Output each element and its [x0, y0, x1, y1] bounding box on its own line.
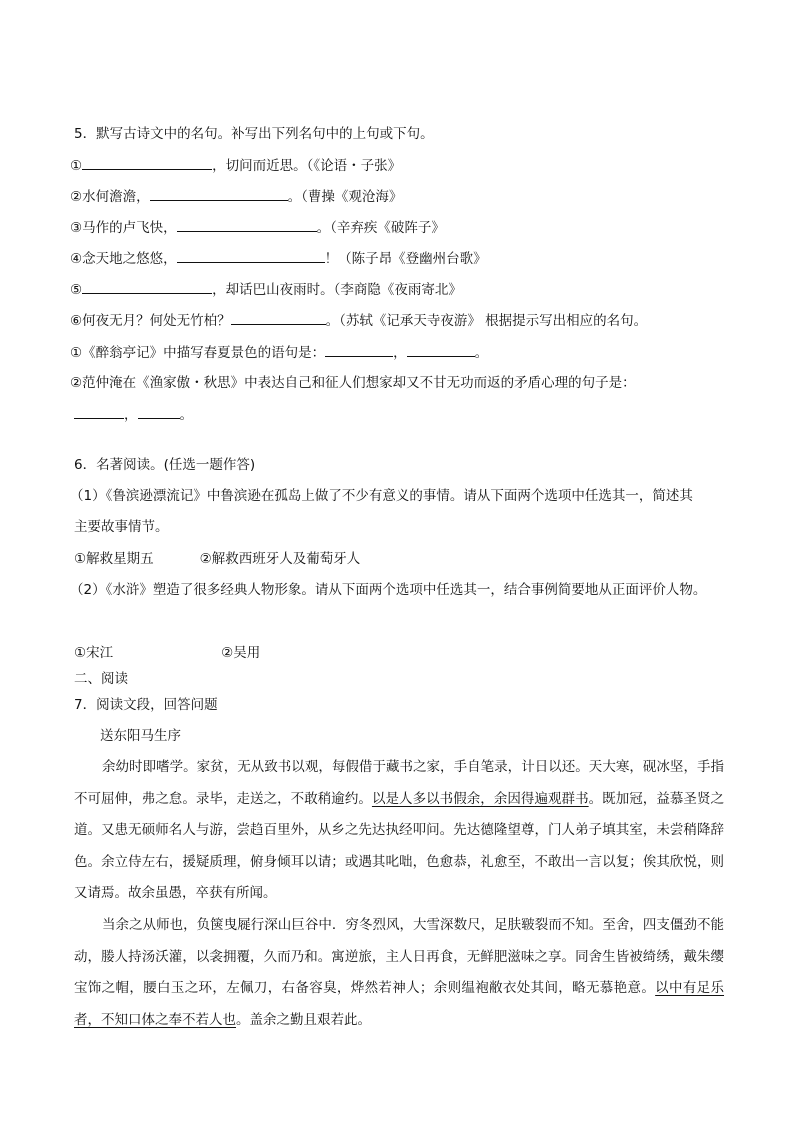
q5-sub-1-end: 。	[474, 345, 489, 361]
q5-item-4	[70, 248, 487, 269]
answer-blank[interactable]	[138, 404, 180, 419]
q5-sub-1-text: ①《醉翁亭记》中描写春夏景色的语句是：	[70, 345, 326, 361]
q5-item-2-num: ②	[70, 189, 83, 205]
q6-p2-option-a: ①宋江	[74, 645, 114, 661]
q5-item-6-after: 。（苏轼《记承天寺夜游》 根据提示写出相应的名句。	[325, 313, 648, 329]
answer-blank[interactable]	[82, 155, 212, 170]
q5-item-3-num: ③	[70, 220, 83, 236]
q5-item-3	[70, 217, 445, 238]
q5-item-2-after: 。（曹操《观沧海》	[287, 189, 403, 205]
q5-item-1-after: ，切问而近思。（《论语・子张》	[212, 158, 402, 174]
passage-p1-text-a: 余幼时即嗜学。家贫，无从致书以观，每假借于藏书之家，手自笔录，计日以还。天大寒，砚冰坚，手指不可屈伸，弗之怠。录毕，走送之，不敢稍逾约。	[74, 759, 724, 807]
passage-p1-text-b: 。既加冠，益慕圣贤之道。又患无硕师名人与游，尝趋百里外，从乡之先达执经叩问。先达德隆望尊，门人弟子填其室，未尝稍降辞色。余立侍左右，援疑质理，俯身倾耳以请；或遇其叱咄，色愈恭，礼愈至，不敢出一言以复；俟其欣悦，则又请焉。故余虽愚，卒获有所闻。	[74, 790, 725, 901]
passage-p2-underlined: 以中有足乐者，不知口体之奉不若人也	[74, 980, 725, 1028]
passage-paragraph-2	[74, 910, 724, 1036]
passage-p2-text-a: 当余之从师也，负箧曳屣行深山巨谷中．穷冬烈风，大雪深数尺，足肤皲裂而不知。至舍，四支僵劲不能动，媵人持汤沃灌，以衾拥覆，久而乃和。寓逆旅，主人日再食，无鲜肥滋味之享。同舍生皆被绮绣，戴朱缨宝饰之帽，腰白玉之环，左佩刀，右备容臭，烨然若神人；余则缊袍敝衣处其间，略无慕艳意。	[74, 917, 724, 996]
passage-paragraph-1	[74, 752, 724, 910]
q5-sub-1	[70, 342, 488, 363]
q5-item-4-before: 念天地之悠悠，	[82, 251, 177, 267]
answer-blank[interactable]	[177, 248, 325, 263]
q5-item-5-after: ，却话巴山夜雨时。（李商隐《夜雨寄北》	[212, 282, 462, 298]
q5-item-6	[70, 310, 647, 331]
q6-p1-options	[74, 549, 360, 569]
q5-item-6-num: ⑥	[70, 313, 83, 329]
q5-item-3-after: 。（辛弃疾《破阵子》	[316, 220, 445, 236]
q5-item-5	[70, 279, 462, 300]
answer-blank[interactable]	[82, 279, 212, 294]
q5-item-1-num: ①	[70, 158, 83, 174]
answer-blank[interactable]	[407, 342, 475, 357]
passage-p1-underlined: 以是人多以书假余，余因得遍观群书	[371, 790, 589, 807]
q5-item-5-num: ⑤	[70, 282, 83, 298]
passage-p2-text-b: 。盖余之勤且艰若此。	[236, 1011, 371, 1028]
q6-p1-line1: （1）《鲁滨逊漂流记》中鲁滨逊在孤岛上做了不少有意义的事情。请从下面两个选项中任选其一，简述其	[70, 488, 693, 504]
q5-item-3-before: 马作的卢飞快，	[82, 220, 177, 236]
q5-sub-2-end: 。	[179, 407, 193, 423]
q5-item-2	[70, 186, 402, 207]
q6-p1-option-b: ②解救西班牙人及葡萄牙人	[199, 551, 361, 567]
q5-item-6-before: 何夜无月？何处无竹柏？	[82, 313, 231, 329]
q5-sub-2-text: ②范仲淹在《渔家傲・秋思》中表达自己和征人们想家却又不甘无功而返的矛盾心理的句子是：	[70, 375, 636, 391]
q5-item-4-after: ！（陈子昂《登幽州台歌》	[324, 251, 487, 267]
answer-blank[interactable]	[231, 310, 326, 325]
q5-item-4-num: ④	[70, 251, 83, 267]
q6-title: 6．名著阅读。(任选一题作答)	[74, 457, 256, 473]
q7-title: 7．阅读文段，回答问题	[74, 697, 218, 713]
q5-sub-1-sep: ，	[393, 345, 407, 361]
q6-p2-option-b: ②吴用	[221, 645, 261, 661]
section-title-reading: 二、阅读	[74, 671, 128, 687]
q6-p1-line2: 主要故事情节。	[74, 519, 169, 535]
q5-title: 5．默写古诗文中的名句。补写出下列名句中的上句或下句。	[74, 126, 434, 142]
q5-item-1	[70, 155, 401, 176]
answer-blank[interactable]	[177, 217, 317, 232]
answer-blank[interactable]	[325, 342, 393, 357]
q5-sub-2-sep: ，	[124, 407, 138, 423]
passage-title: 送东阳马生序	[100, 728, 181, 744]
q6-p1-option-a: ①解救星期五	[74, 551, 154, 567]
answer-blank[interactable]	[74, 404, 124, 419]
q5-item-2-before: 水何澹澹，	[82, 189, 150, 205]
q6-p2: （2）《水浒》塑造了很多经典人物形象。请从下面两个选项中任选其一，结合事例简要地从正面评价人物。	[70, 582, 707, 598]
answer-blank[interactable]	[150, 186, 288, 201]
q5-sub-2-answers	[74, 404, 193, 425]
q6-p2-options	[74, 643, 260, 663]
